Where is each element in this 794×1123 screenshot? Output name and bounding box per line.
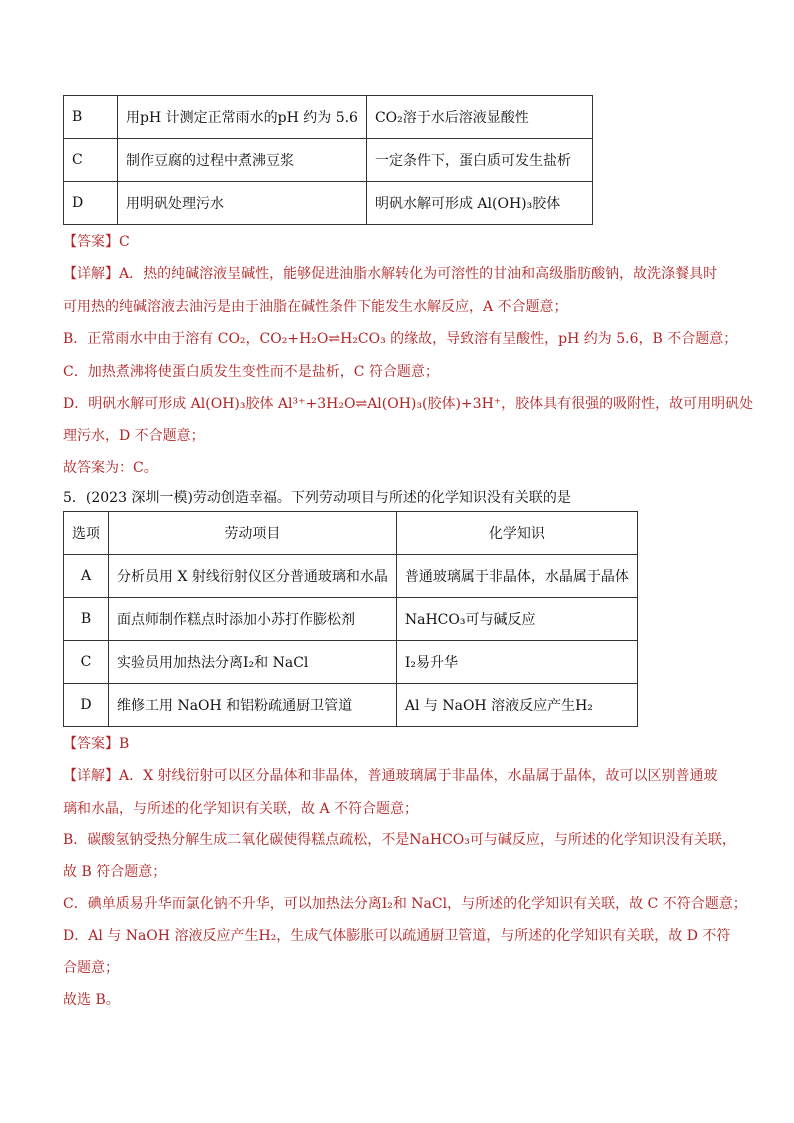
- question-stem: 5．(2023 深圳一模)劳动创造幸福。下列劳动项目与所述的化学知识没有关联的是: [63, 490, 571, 506]
- table-cell: A: [64, 555, 109, 598]
- table-row: [64, 641, 638, 684]
- table-row: [64, 96, 593, 139]
- table-cell: CO₂溶于水后溶液显酸性: [366, 96, 592, 139]
- answer-line: 【答案】C: [63, 234, 130, 250]
- table-cell: D: [64, 182, 118, 225]
- table-cell: 明矾水解可形成 Al(OH)₃胶体: [366, 182, 592, 225]
- table-cell: 一定条件下，蛋白质可发生盐析: [366, 139, 592, 182]
- table-cell: B: [64, 96, 118, 139]
- explanation-line: 故 B 符合题意；: [63, 864, 167, 880]
- explanation-line: 璃和水晶，与所述的化学知识有关联，故 A 不符合题意；: [63, 801, 419, 817]
- table-cell: 维修工用 NaOH 和铝粉疏通厨卫管道: [109, 684, 397, 727]
- answer-line: 【答案】B: [63, 736, 130, 752]
- explanation-line: 【详解】A．热的纯碱溶液呈碱性，能够促进油脂水解转化为可溶性的甘油和高级脂肪酸钠，故洗涤餐具时: [63, 266, 718, 282]
- explanation-line: C．加热煮沸将使蛋白质发生变性而不是盐析，C 符合题意；: [63, 364, 439, 380]
- table-header-row: [64, 512, 638, 555]
- table-cell: 普通玻璃属于非晶体，水晶属于晶体: [396, 555, 637, 598]
- explanation-line: C．碘单质易升华而氯化钠不升华，可以加热法分离I₂和 NaCl，与所述的化学知识有关联，故 C 不符合题意；: [63, 896, 747, 912]
- column-header: 选项: [64, 512, 109, 555]
- explanation-line: 【详解】A．X 射线衍射可以区分晶体和非晶体，普通玻璃属于非晶体，水晶属于晶体，故可以区别普通玻: [63, 768, 718, 784]
- table-cell: D: [64, 684, 109, 727]
- conclusion-line: 故选 B。: [63, 992, 120, 1008]
- table-row: [64, 182, 593, 225]
- table-row: [64, 555, 638, 598]
- table-cell: 面点师制作糕点时添加小苏打作膨松剂: [109, 598, 397, 641]
- table-cell: 制作豆腐的过程中煮沸豆浆: [118, 139, 367, 182]
- table-cell: 用明矾处理污水: [118, 182, 367, 225]
- table-row: [64, 139, 593, 182]
- explanation-line: D．明矾水解可形成 Al(OH)₃胶体 Al³⁺+3H₂O⇌Al(OH)₃(胶体)+3H⁺，胶体具有很强的吸附性，故可用明矾处: [63, 396, 754, 412]
- explanation-line: D．Al 与 NaOH 溶液反应产生H₂，生成气体膨胀可以疏通厨卫管道，与所述的化学知识有关联，故 D 不符: [63, 928, 731, 944]
- column-header: 化学知识: [396, 512, 637, 555]
- table-cell: 分析员用 X 射线衍射仪区分普通玻璃和水晶: [109, 555, 397, 598]
- table-row: [64, 684, 638, 727]
- column-header: 劳动项目: [109, 512, 397, 555]
- table-cell: C: [64, 641, 109, 684]
- table-cell: 用pH 计测定正常雨水的pH 约为 5.6: [118, 96, 367, 139]
- options-table-continued: [63, 95, 593, 225]
- explanation-line: B．碳酸氢钠受热分解生成二氧化碳使得糕点疏松，不是NaHCO₃可与碱反应，与所述的化学知识没有关联，: [63, 832, 736, 848]
- explanation-line: 合题意；: [63, 960, 119, 976]
- table-cell: Al 与 NaOH 溶液反应产生H₂: [396, 684, 637, 727]
- explanation-line: 可用热的纯碱溶液去油污是由于油脂在碱性条件下能发生水解反应，A 不合题意；: [63, 299, 568, 315]
- table-cell: I₂易升华: [396, 641, 637, 684]
- table-row: [64, 598, 638, 641]
- question-table: [63, 511, 638, 727]
- table-cell: 实验员用加热法分离I₂和 NaCl: [109, 641, 397, 684]
- explanation-line: B．正常雨水中由于溶有 CO₂，CO₂+H₂O⇌H₂CO₃ 的缘故，导致溶有呈酸性，pH 约为 5.6，B 不合题意；: [63, 331, 738, 347]
- table-cell: B: [64, 598, 109, 641]
- explanation-line: 理污水，D 不合题意；: [63, 428, 205, 444]
- table-cell: NaHCO₃可与碱反应: [396, 598, 637, 641]
- table-cell: C: [64, 139, 118, 182]
- conclusion-line: 故答案为：C。: [63, 460, 158, 476]
